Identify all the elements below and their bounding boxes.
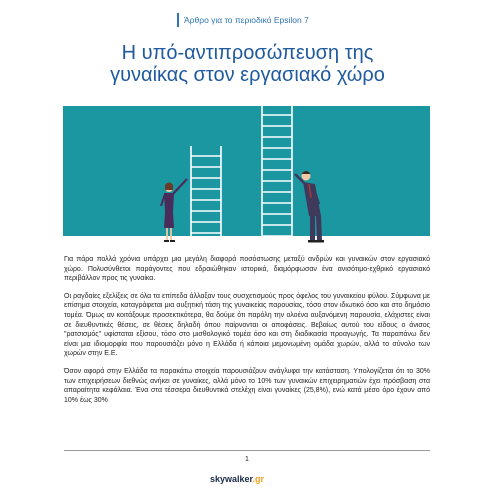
paragraph: Όσον αφορά στην Ελλάδα τα παρακάτω στοιχεία παρουσιάζουν ανάγλυφα την κατάσταση. Υπολογίζεται ότι το 30% των επιχειρήσεων διεθνώς ανήκει σε γυναίκες, αλλά μόνο το 10% των γυναικών επιχειρηματιών έχει πρόσβαση στα απαραίτητα κεφάλαια. Ένα στα τέσσερα διευθυντικά στελέχη είναι γυναίκες (25,8%), ενώ κατά μέσο όρο έχουν από 10% έως 30% [64,367,430,404]
women-men-ladders-illustration [63,94,430,244]
article-title [40,42,455,86]
header-accent-bar [177,13,179,27]
title-line-1: Η υπό-αντιπροσώπευση της [121,42,374,64]
footer-divider [64,450,430,451]
paragraph: Για πάρα πολλά χρόνια υπάρχει μια μεγάλη διαφορά ποσόστωσης μεταξύ ανδρών και γυναικών στον εργασιακό χώρο. Πολυσύνθετοι παράγοντες που εδραιώθηκαν ιστορικά, διαμόρφωσαν ένα ανισότιμο-εχθρικό εργασιακό περιβάλλον προς τις γυναίκα. [64,256,430,283]
running-header [177,13,309,27]
teal-panel [63,106,430,236]
title-line-2: γυναίκας στον εργασιακό χώρο [110,64,385,86]
header-text: Άρθρο για το περιοδικό Epsilon 7 [184,15,309,25]
brand-main: skywalker [210,474,253,484]
page-number: 1 [245,456,249,463]
brand-suffix: .gr [252,474,265,484]
brand-logo [210,474,264,484]
article-body [64,255,430,413]
paragraph: Οι ραγδαίες εξελίξεις σε όλα τα επίπεδα άλλαξαν τους συσχετισμούς προς όφελος του γυναικείου φύλου. Σύμφωνα με επίσημα στοιχεία, καταγράφεται μια αυξητική τάση της γυναικείας παρουσίας, τόσο στον ιδιωτικό όσο και στο δημόσιο τομέα. Όμως αν κοιτάξουμε προσεκτικότερα, θα δούμε ότι παρόλη την ολοένα αυξανόμενη παρουσία, ελάχιστες είναι σε διευθυντικές θέσεις, σε θέσεις δηλαδή όπου παίρνονται οι αποφάσεις. Βεβαίως αυτού του είδους ο άνισος "ρατσισμός" υφίσταται εξίσου, τόσο στο μισθολογικό τομέα όσο και στη διαδικασία προαγωγής. Τα παραπάνω δεν είναι μια ιδιομορφία που παρουσιάζει μόνο η Ελλάδα ή κάποια μεμονωμένη ομάδα χωρών, αλλά το σύνολο των χωρών στην Ε.Ε. [64,292,430,358]
